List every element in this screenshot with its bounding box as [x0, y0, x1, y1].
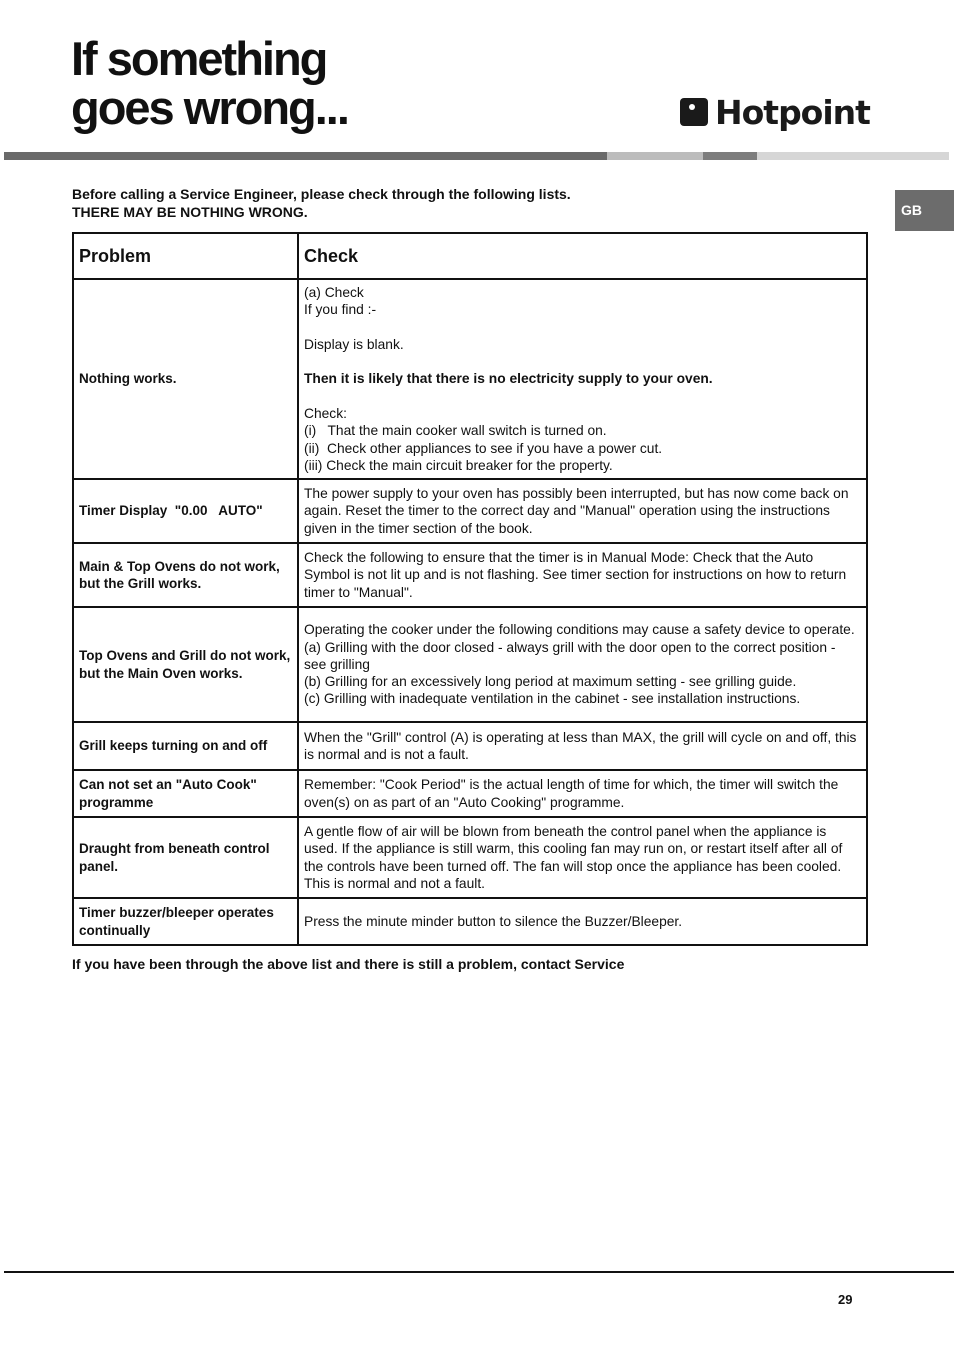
column-header-check: Check — [298, 233, 867, 279]
footer-rule — [4, 1271, 954, 1273]
table-row — [73, 770, 867, 817]
table-row — [73, 279, 867, 479]
header-rule-segment — [4, 152, 607, 160]
problem-line: but the Grill works. — [79, 576, 202, 591]
check-line: (i) That the main cooker wall switch is turned on. — [304, 423, 607, 439]
check-line: Check: — [304, 405, 347, 421]
check-line: (a) Check — [304, 284, 364, 300]
brand-mark-icon — [680, 98, 708, 126]
table-header-row — [73, 233, 867, 279]
title-line-1: If something — [71, 32, 327, 85]
table-row — [73, 607, 867, 722]
column-header-problem: Problem — [73, 233, 298, 279]
brand-name: Hotpoint — [715, 92, 870, 132]
problem-cell: Timer Display "0.00 AUTO" — [73, 479, 298, 543]
check-line: (iii) Check the main circuit breaker for the property. — [304, 457, 613, 473]
check-cell: When the "Grill" control (A) is operating at less than MAX, the grill will cycle on and off, this is normal and is not a fault. — [298, 722, 867, 770]
check-line: Display is blank. — [304, 336, 404, 352]
intro-line-1: Before calling a Service Engineer, please check through the following lists. — [72, 186, 571, 202]
header-rule-segment — [607, 152, 703, 160]
check-line: Operating the cooker under the following conditions may cause a safety device to operate. — [304, 622, 855, 638]
check-line: (b) Grilling for an excessively long period at maximum setting - see grilling guide. — [304, 674, 797, 690]
problem-cell: Top Ovens and Grill do not work, but the Main Oven works. — [73, 607, 298, 722]
table-row — [73, 479, 867, 543]
table-row — [73, 898, 867, 945]
problem-cell: Can not set an "Auto Cook" programme — [73, 770, 298, 817]
check-cell: A gentle flow of air will be blown from beneath the control panel when the appliance is used. If the appliance is still warm, this cooling fan may run on, or restart itself after all of the controls have been turned off. The fan will stop once the appliance has been cooled. This is normal and not a fault. — [298, 817, 867, 898]
problem-cell: Draught from beneath control panel. — [73, 817, 298, 898]
check-cell: Check the following to ensure that the timer is in Manual Mode: Check that the Auto Symbol is not lit up and is not flashing. See timer section for instructions on how to return timer to "Manual". — [298, 543, 867, 607]
check-line: If you find :- — [304, 302, 377, 318]
check-cell: The power supply to your oven has possibly been interrupted, but has now come back on again. Reset the timer to the correct day and "Manual" operation using the instructions given in the timer section of the book. — [298, 479, 867, 543]
page-number: 29 — [838, 1292, 853, 1307]
table-row — [73, 722, 867, 770]
troubleshooting-table — [72, 232, 868, 946]
language-tab: GB — [895, 190, 954, 231]
title-line-2: goes wrong... — [71, 81, 348, 134]
table-row — [73, 817, 867, 898]
check-line: (c) Grilling with inadequate ventilation in the cabinet - see installation instructions. — [304, 691, 801, 707]
header-rule-segment — [703, 152, 757, 160]
page-title — [71, 34, 348, 132]
intro-text — [72, 185, 571, 221]
problem-cell: Nothing works. — [73, 279, 298, 479]
check-line: (a) Grilling with the door closed - always grill with the door open to the correct position - see grilling — [304, 639, 836, 672]
problem-cell: Timer buzzer/bleeper operates continually — [73, 898, 298, 945]
problem-line: Main & Top Ovens do not work, — [79, 558, 280, 574]
problem-cell — [73, 543, 298, 607]
check-cell — [298, 607, 867, 722]
check-line-emphasis: Then it is likely that there is no electricity supply to your oven. — [304, 371, 713, 387]
header-rule-segment — [757, 152, 949, 160]
check-line: (ii) Check other appliances to see if you have a power cut. — [304, 440, 663, 456]
brand-logo — [680, 92, 870, 132]
intro-line-2: THERE MAY BE NOTHING WRONG. — [72, 204, 308, 220]
check-cell — [298, 279, 867, 479]
check-cell: Remember: "Cook Period" is the actual length of time for which, the timer will switch the oven(s) on as part of an "Auto Cooking" programme. — [298, 770, 867, 817]
table-row — [73, 543, 867, 607]
problem-cell: Grill keeps turning on and off — [73, 722, 298, 770]
check-cell: Press the minute minder button to silence the Buzzer/Bleeper. — [298, 898, 867, 945]
footer-note: If you have been through the above list and there is still a problem, contact Service — [72, 956, 625, 972]
